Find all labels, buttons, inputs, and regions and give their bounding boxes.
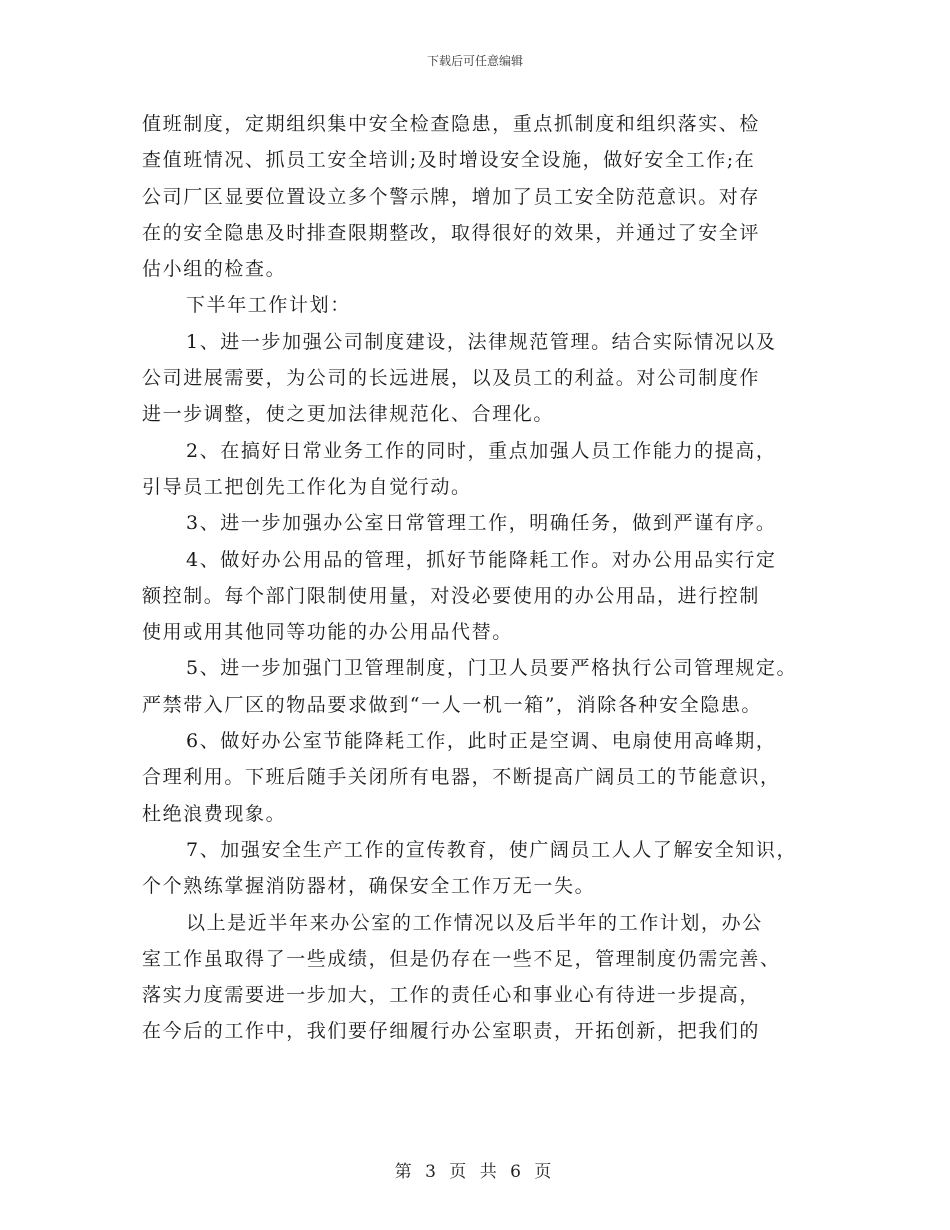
body-text [142,106,822,1050]
text-line: 使用或用其他同等功能的办公用品代替。 [142,621,513,644]
text-line: 7、加强安全生产工作的宣传教育，使广阔员工人人了解安全知识， [186,838,798,861]
text-line: 额控制。每个部门限制使用量，对没必要使用的办公用品，进行控制 [142,584,761,607]
text-line: 估小组的检查。 [142,258,287,281]
text-line: 值班制度，定期组织集中安全检查隐患，重点抓制度和组织落实、检 [142,113,761,135]
text-line: 6、做好办公室节能降耗工作，此时正是空调、电扇使用高峰期， [186,730,777,753]
text-line: 严禁带入厂区的物品要求做到“一人一机一箱”，消除各种安全隐患。 [142,693,763,716]
text-line: 5、进一步加强门卫管理制度，门卫人员要严格执行公司管理规定。 [186,657,798,680]
page-header: 下载后可任意编辑 [426,54,523,68]
text-line: 合理利用。下班后随手关闭所有电器，不断提高广阔员工的节能意识， [142,766,781,789]
text-line: 在的安全隐患及时排查限期整改，取得很好的效果，并通过了安全评 [142,221,761,244]
text-line: 落实力度需要进一步加大，工作的责任心和事业心有待进一步提高， [142,984,761,1007]
text-line: 引导员工把创先工作化为自觉行动。 [142,475,472,498]
text-line: 以上是近半年来办公室的工作情况以及后半年的工作计划，办公 [186,911,763,934]
text-line: 公司厂区显要位置设立多个警示牌，增加了员工安全防范意识。对存 [142,185,761,208]
text-line: 4、做好办公用品的管理，抓好节能降耗工作。对办公用品实行定 [186,548,777,571]
text-line: 1、进一步加强公司制度建设，法律规范管理。结合实际情况以及 [186,330,777,353]
text-line: 公司进展需要，为公司的长远进展，以及员工的利益。对公司制度作 [142,367,761,390]
text-line: 杜绝浪费现象。 [142,802,287,825]
text-line: 个个熟练掌握消防器材，确保安全工作万无一失。 [142,875,596,898]
text-line: 室工作虽取得了一些成绩，但是仍存在一些不足，管理制度仍需完善、 [142,947,781,970]
document-body [142,106,822,1050]
text-line: 在今后的工作中，我们要仔细履行办公室职责，开拓创新，把我们的 [142,1020,761,1043]
text-line: 3、进一步加强办公室日常管理工作，明确任务，做到严谨有序。 [186,512,777,535]
section-heading: 下半年工作计划： [186,294,351,317]
text-line: 进一步调整，使之更加法律规范化、合理化。 [142,403,555,426]
text-line: 查值班情况、抓员工安全培训;及时增设安全设施，做好安全工作;在 [142,149,756,172]
text-line: 2、在搞好日常业务工作的同时，重点加强人员工作能力的提高， [186,439,777,462]
page-number: 第 3 页 共 6 页 [394,1162,556,1182]
